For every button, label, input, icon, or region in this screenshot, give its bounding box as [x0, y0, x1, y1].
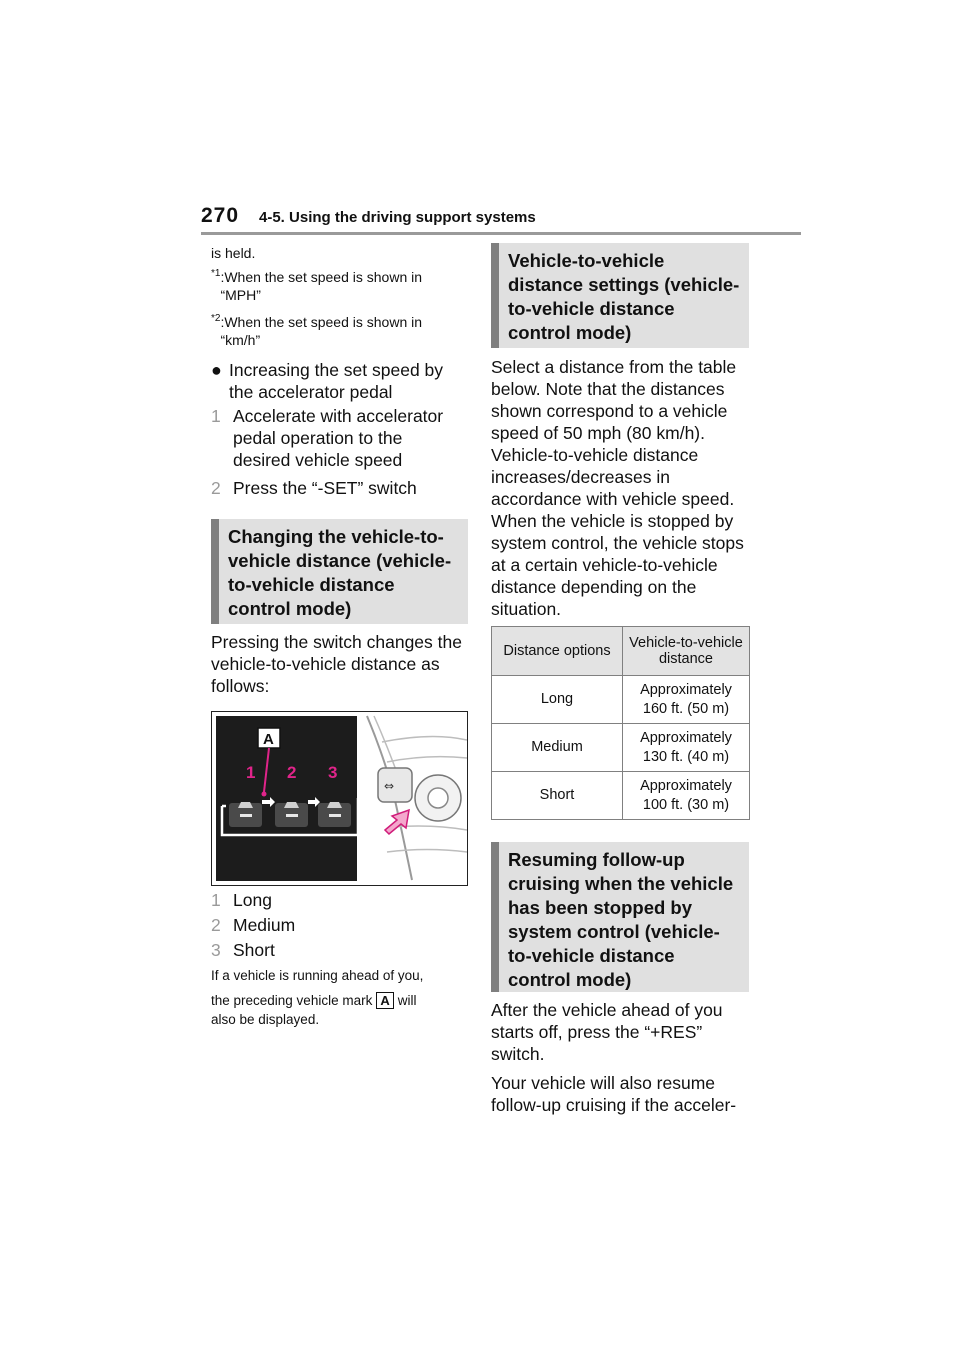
label-2: 2: [287, 763, 297, 782]
option-short: [211, 939, 469, 961]
step-1-number: 1: [211, 406, 221, 426]
table-cell-option: Long: [492, 676, 623, 724]
bullet-heading: [211, 359, 469, 403]
distance-switch-illustration: [211, 711, 468, 886]
page-number: 270: [201, 204, 240, 227]
step-2-number: 2: [211, 478, 221, 498]
option-3-text: Short: [233, 940, 275, 960]
label-1: 1: [246, 763, 256, 782]
press-arrow-icon: [385, 810, 409, 834]
step-2-text: Press the “-SET” switch: [233, 478, 417, 498]
preceding-vehicle-note: [211, 966, 471, 1029]
footnote-1-mark: *1: [211, 268, 221, 279]
table-row: [492, 676, 750, 724]
table-cell-distance: Approximately 130 ft. (40 m): [623, 724, 750, 772]
table-header-row: [492, 627, 750, 676]
step-1: [211, 405, 469, 471]
table-row: [492, 724, 750, 772]
table-header-distance: Vehicle-to-vehicle distance: [623, 627, 750, 676]
section-heading-changing-distance: Changing the vehicle-to-vehicle distance (vehicle-to-vehicle distance control mode): [211, 519, 468, 624]
section-body-distance-settings: Select a distance from the table below. Note that the distances shown correspond to a vehicle speed of 50 mph (80 km/h). Vehicle-to-vehicle distance increases/decreases in accordance with vehicle speed. When the vehicle is stopped by system control, the vehicle stops at a certain vehicle-to-vehicle distance depending on the situation.: [491, 357, 744, 619]
option-1-number: 1: [211, 890, 221, 910]
note-before-text: the preceding vehicle mark: [211, 993, 373, 1008]
option-3-number: 3: [211, 940, 221, 960]
section-header-title: 4-5. Using the driving support systems: [259, 209, 536, 226]
bullet-heading-text: Increasing the set speed by the accelerator pedal: [229, 360, 444, 402]
note-after-text: will: [397, 993, 417, 1008]
option-1-text: Long: [233, 890, 272, 910]
footnote-2: [211, 313, 471, 349]
label-3: 3: [328, 763, 338, 782]
section-heading-resuming: Resuming follow-up cruising when the vehicle has been stopped by system control (vehicle-to-vehicle distance control mode): [491, 842, 749, 992]
table-cell-distance: Approximately 100 ft. (30 m): [623, 772, 750, 820]
svg-text:⇔: ⇔: [384, 779, 395, 793]
option-medium: [211, 914, 469, 936]
footnote-2-mark: *2: [211, 313, 221, 324]
table-cell-option: Short: [492, 772, 623, 820]
table-row: [492, 772, 750, 820]
header-divider: [201, 232, 801, 235]
option-long: [211, 889, 469, 911]
meter-display-panel: [216, 716, 357, 881]
footnote-1-text: :When the set speed is shown in “MPH”: [220, 269, 423, 303]
section-body-changing-distance: Pressing the switch changes the vehicle-to-vehicle distance as follows:: [211, 632, 462, 696]
table-cell-option: Medium: [492, 724, 623, 772]
step-2: [211, 477, 469, 499]
section-body-resuming-continued: Your vehicle will also resume follow-up cruising if the acceler-: [491, 1073, 737, 1115]
footnote-1: [211, 268, 471, 304]
intro-text: is held.: [211, 245, 256, 261]
note-line-1: If a vehicle is running ahead of you,: [211, 968, 424, 983]
preceding-mark-a: A: [376, 992, 393, 1009]
callout-a-label: A: [263, 731, 274, 748]
table-cell-distance: Approximately 160 ft. (50 m): [623, 676, 750, 724]
option-2-text: Medium: [233, 915, 296, 935]
distance-table: [491, 626, 750, 820]
note-line-3: also be displayed.: [211, 1012, 320, 1027]
section-heading-distance-settings: Vehicle-to-vehicle distance settings (vehicle-to-vehicle distance control mode): [491, 243, 749, 348]
bullet-dot-icon: ●: [211, 360, 222, 380]
footnote-2-text: :When the set speed is shown in “km/h”: [220, 314, 423, 348]
table-header-options: Distance options: [492, 627, 623, 676]
note-line-2: [211, 991, 471, 1010]
step-1-text: Accelerate with accelerator pedal operation to the desired vehicle speed: [233, 406, 444, 470]
option-2-number: 2: [211, 915, 221, 935]
section-body-resuming: After the vehicle ahead of you starts off, press the “+RES” switch.: [491, 1000, 723, 1064]
